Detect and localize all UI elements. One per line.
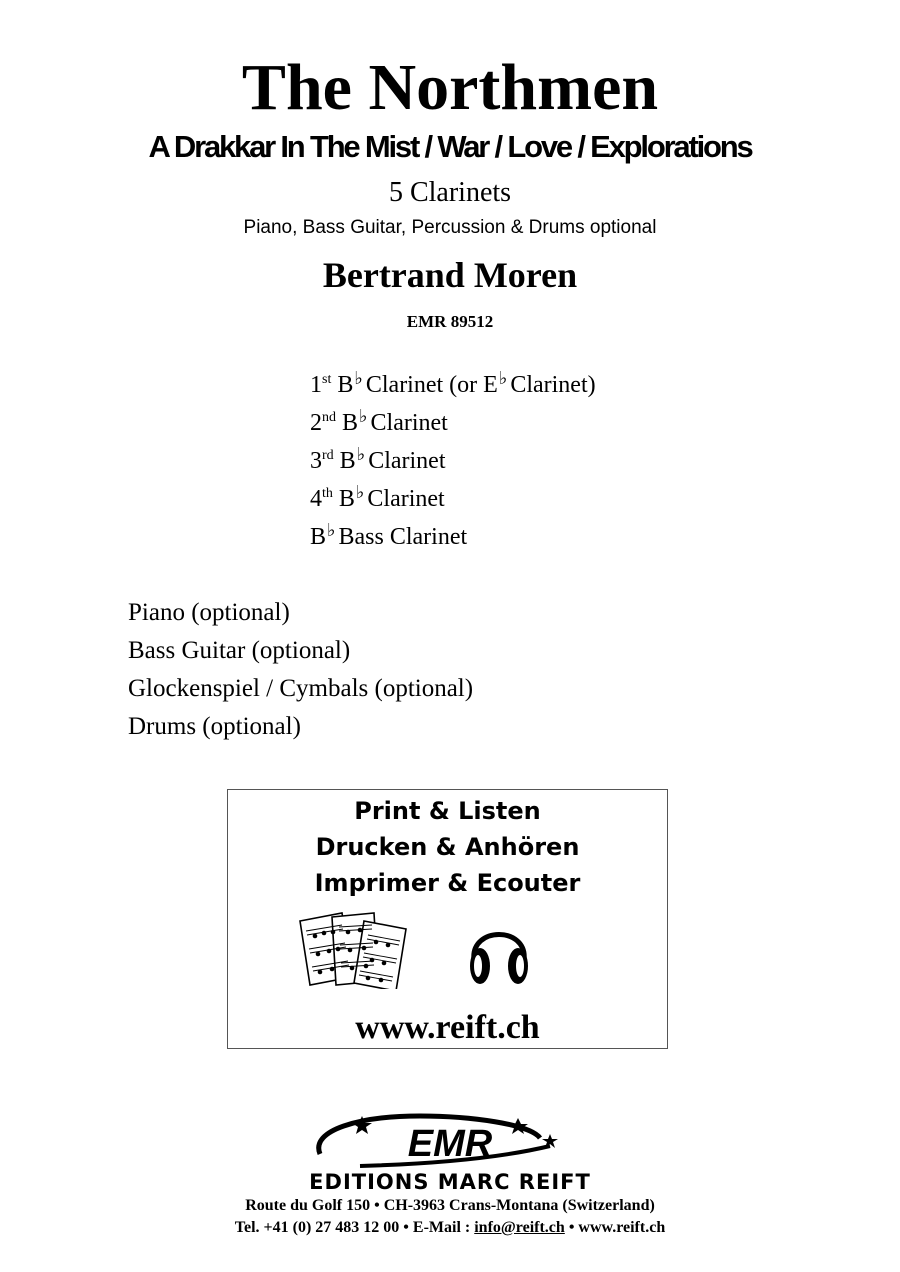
publisher-name: EDITIONS MARC REIFT (309, 1170, 591, 1194)
part-item: 1st B♭ Clarinet (or E♭ Clarinet) (310, 368, 596, 398)
optional-part-item: Glockenspiel / Cymbals (optional) (128, 675, 474, 702)
optional-parts-list (128, 594, 473, 746)
promo-line-german: Drucken & Anhören (315, 833, 580, 861)
publisher-contact (0, 1218, 900, 1238)
print-listen-box (227, 789, 668, 1049)
contact-website[interactable]: • www.reift.ch (564, 1219, 666, 1236)
optional-part-item: Piano (optional) (128, 599, 290, 626)
optional-instruments: Piano, Bass Guitar, Percussion & Drums optional (243, 217, 657, 238)
part-item: 2nd B♭ Clarinet (310, 406, 448, 436)
part-item: 3rd B♭ Clarinet (310, 444, 446, 474)
part-item: B♭ Bass Clarinet (310, 520, 468, 550)
promo-line-english: Print & Listen (354, 797, 541, 825)
publisher-address: Route du Golf 150 • CH-3963 Crans-Montana (Switzerland) (245, 1197, 655, 1214)
flat-symbol: ♭ (359, 406, 368, 426)
promo-website[interactable]: www.reift.ch (355, 1009, 540, 1046)
flat-symbol: ♭ (355, 482, 365, 502)
score-title: The Northmen (241, 51, 659, 124)
flat-symbol: ♭ (354, 368, 363, 388)
flat-symbol: ♭ (498, 368, 508, 388)
optional-part-item: Drums (optional) (128, 713, 301, 740)
optional-part-item: Bass Guitar (optional) (128, 637, 351, 664)
promo-line-french: Imprimer & Ecouter (314, 869, 581, 897)
instrumentation: 5 Clarinets (388, 177, 512, 208)
parts-list (310, 366, 596, 556)
score-subtitle: A Drakkar In The Mist / War / Love / Explorations (148, 129, 752, 164)
headphones-icon (466, 916, 532, 990)
catalog-number: EMR 89512 (406, 312, 494, 331)
flat-symbol: ♭ (327, 520, 336, 540)
part-item: 4th B♭ Clarinet (310, 482, 445, 512)
sheet-music-icon (298, 911, 410, 989)
flat-symbol: ♭ (356, 444, 366, 464)
composer-name: Bertrand Moren (322, 255, 578, 295)
logo-text: EMR (407, 1123, 493, 1165)
contact-phone: Tel. +41 (0) 27 483 12 00 • E-Mail : (234, 1219, 475, 1236)
email-link[interactable]: info@reift.ch (474, 1219, 565, 1236)
emr-logo (300, 1110, 600, 1170)
